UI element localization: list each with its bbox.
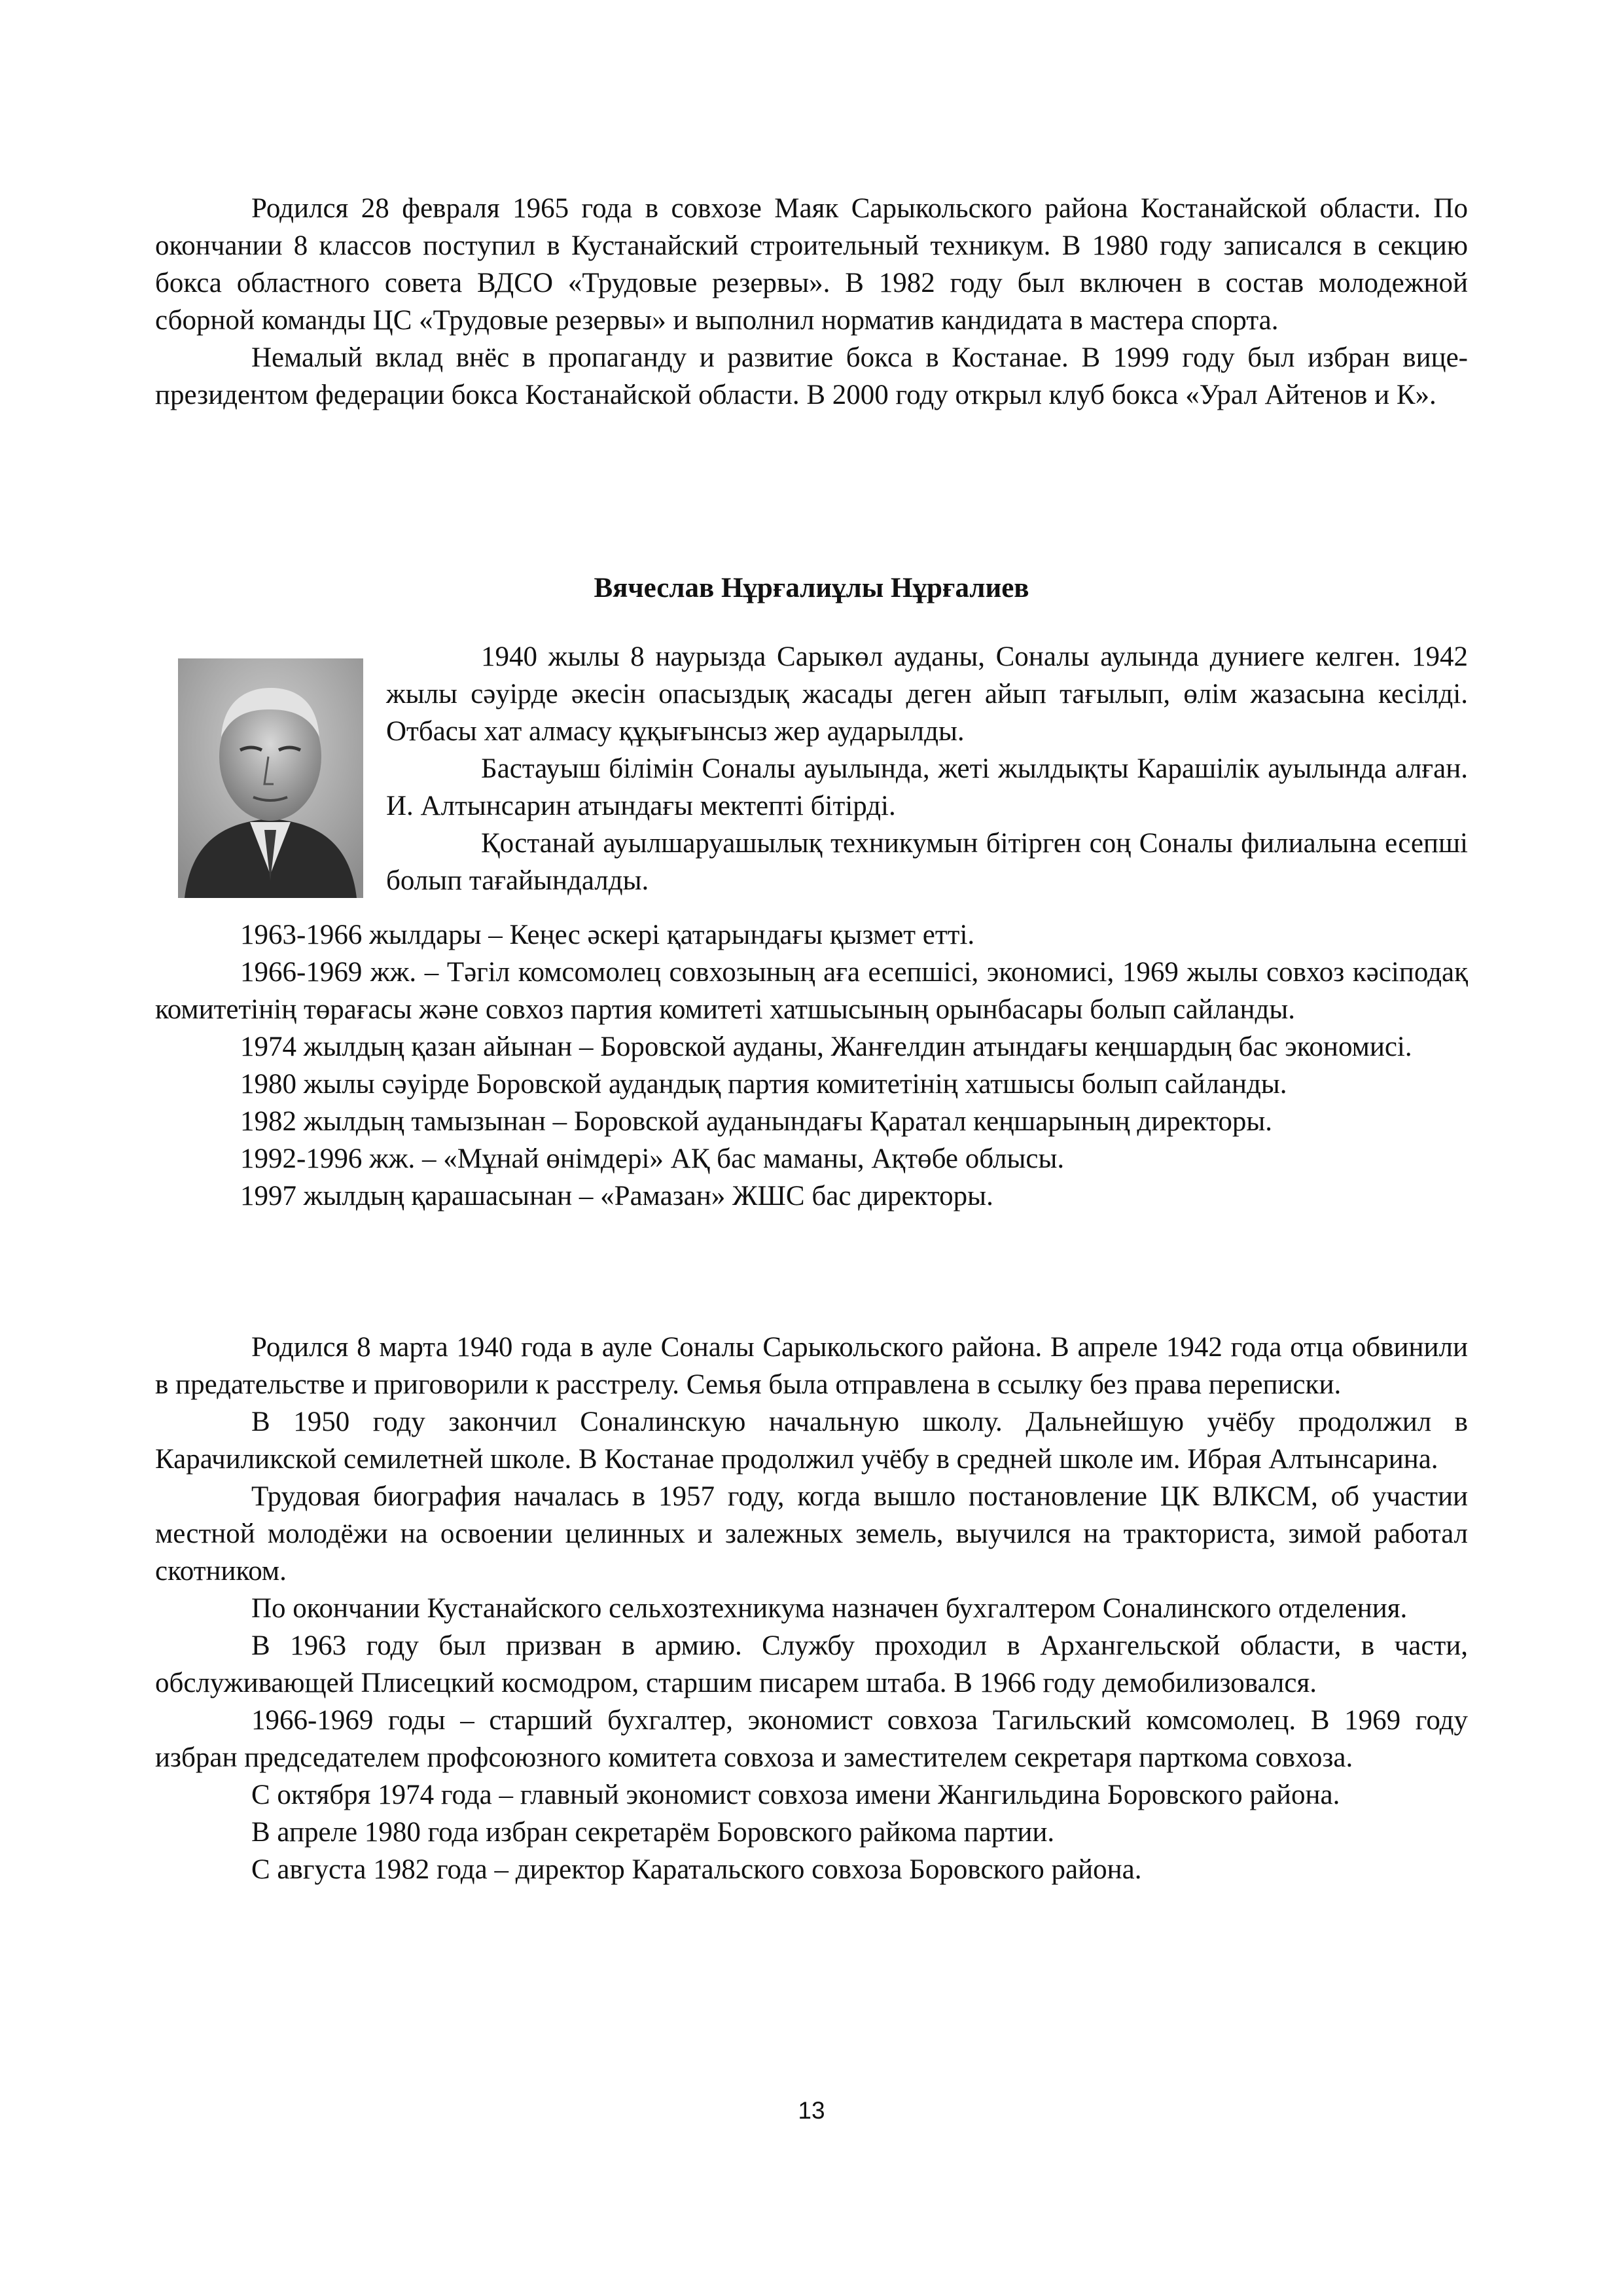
kz-biography-beside-photo bbox=[386, 638, 1468, 899]
kz-paragraph: Бастауыш білімін Соналы ауылында, жеті жылдықты Карашілік ауылында алған. И. Алтынсарин атындағы мектепті бітірді. bbox=[386, 753, 1468, 821]
ru-paragraph: Родился 8 марта 1940 года в ауле Соналы Сарыкольского района. В апреле 1942 года отца обвинили в предательстве и приговорили к расстрелу. Семья была отправлена в ссылку без права переписки. bbox=[155, 1332, 1468, 1400]
kz-paragraph: 1940 жылы 8 наурызда Сарыкөл ауданы, Соналы аулында дуниеге келген. 1942 жылы сәуірде әкесін опасыздық жасады деген айып тағылып, өлім жазасына кесілді. Отбасы хат алмасу құқығынсыз жер аударылды. bbox=[386, 641, 1468, 747]
kz-career-item: 1974 жылдың қазан айынан – Боровской ауданы, Жанғелдин атындағы кеңшардың бас экономисі. bbox=[240, 1031, 1412, 1062]
ru-paragraph: С октября 1974 года – главный экономист совхоза имени Жангильдина Боровского района. bbox=[251, 1780, 1340, 1810]
ru-paragraph: По окончании Кустанайского сельхозтехникума назначен бухгалтером Соналинского отделения. bbox=[251, 1593, 1408, 1624]
ru-paragraph: В 1950 году закончил Соналинскую начальную школу. Дальнейшую учёбу продолжил в Карачиликской семилетней школе. В Костанае продолжил учёбу в средней школе им. Ибрая Алтынсарина. bbox=[155, 1407, 1468, 1475]
ru-paragraph: 1966-1969 годы – старший бухгалтер, экономист совхоза Тагильский комсомолец. В 1969 году избран председателем профсоюзного комитета совхоза и заместителем секретаря парткома совхоза. bbox=[155, 1705, 1468, 1773]
kz-career-item: 1982 жылдың тамызынан – Боровской ауданындағы Қаратал кеңшарының директоры. bbox=[240, 1106, 1272, 1137]
kz-career-item: 1980 жылы сәуірде Боровской аудандық партия комитетінің хатшысы болып сайланды. bbox=[240, 1069, 1287, 1100]
portrait-photo bbox=[178, 658, 363, 898]
kz-career-list bbox=[155, 916, 1468, 1215]
kz-career-item: 1966-1969 жж. – Тәгіл комсомолец совхозының аға есепшісі, экономисі, 1969 жылы совхоз кәсіподақ комитетінің төрағасы және совхоз партия комитеті хатшысының орынбасары болып сайланды. bbox=[155, 957, 1468, 1025]
intro-paragraph: Родился 28 февраля 1965 года в совхозе Маяк Сарыкольского района Костанайской области. По окончании 8 классов поступил в Кустанайский строительный техникум. В 1980 году записался в секцию бокса областного совета ВДСО «Трудовые резервы». В 1982 году был включен в состав молодежной сборной команды ЦС «Трудовые резервы» и выполнил норматив кандидата в мастера спорта. bbox=[155, 193, 1468, 336]
page-number: 13 bbox=[798, 2097, 825, 2124]
kz-paragraph: Қостанай ауылшаруашылық техникумын бітірген соң Соналы филиалына есепші болып тағайындалды. bbox=[386, 828, 1468, 896]
intro-section bbox=[155, 190, 1468, 414]
intro-paragraph: Немалый вклад внёс в пропаганду и развитие бокса в Костанае. В 1999 году был избран вице-президентом федерации бокса Костанайской области. В 2000 году открыл клуб бокса «Урал Айтенов и К». bbox=[155, 342, 1468, 410]
kz-career-item: 1997 жылдың қарашасынан – «Рамазан» ЖШС бас директоры. bbox=[240, 1181, 993, 1211]
portrait-photo-icon bbox=[178, 658, 363, 898]
person-name-heading: Вячеслав Нұрғалиұлы Нұрғалиев bbox=[594, 573, 1029, 603]
kz-career-item: 1963-1966 жылдары – Кеңес әскері қатарындағы қызмет етті. bbox=[240, 920, 975, 950]
kz-career-item: 1992-1996 жж. – «Мұнай өнімдері» АҚ бас маманы, Ақтөбе облысы. bbox=[240, 1143, 1065, 1174]
ru-biography-section bbox=[155, 1329, 1468, 1888]
ru-paragraph: В 1963 году был призван в армию. Службу проходил в Архангельской области, в части, обслуживающей Плисецкий космодром, старшим писарем штаба. В 1966 году демобилизовался. bbox=[155, 1630, 1468, 1698]
ru-paragraph: В апреле 1980 года избран секретарём Боровского райкома партии. bbox=[251, 1817, 1055, 1848]
ru-paragraph: С августа 1982 года – директор Каратальского совхоза Боровского района. bbox=[251, 1854, 1142, 1885]
ru-paragraph: Трудовая биография началась в 1957 году, когда вышло постановление ЦК ВЛКСМ, об участии местной молодёжи на освоении целинных и залежных земель, выучился на тракториста, зимой работал скотником. bbox=[155, 1481, 1468, 1587]
